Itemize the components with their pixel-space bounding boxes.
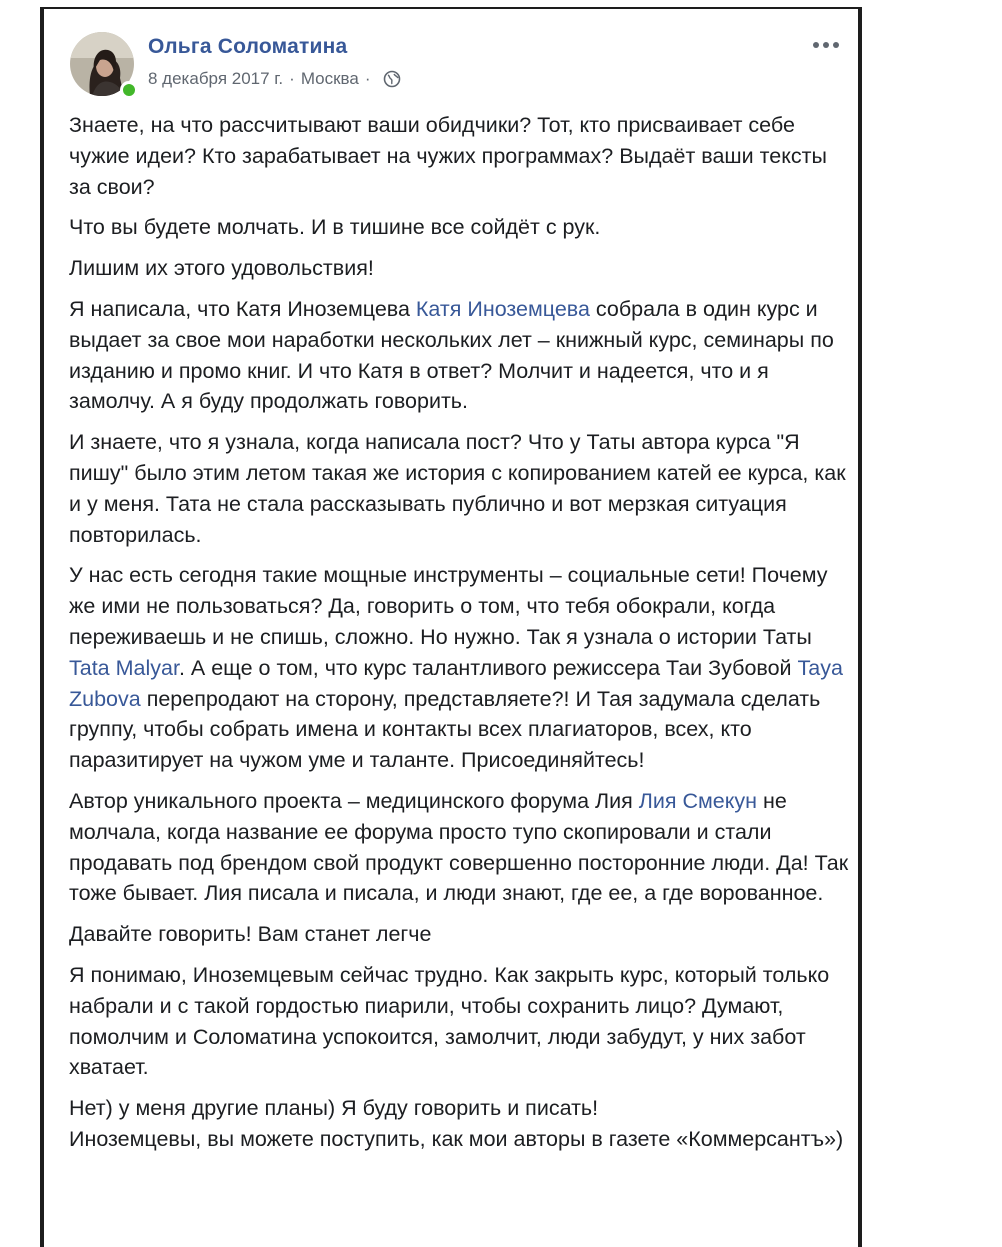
more-options-icon[interactable]	[806, 35, 846, 55]
post-location[interactable]: Москва	[300, 69, 359, 88]
post-paragraph: Что вы будете молчать. И в тишине все сойдёт с рук.	[69, 215, 601, 240]
post-paragraph: Автор уникального проекта – медицинского форума Лия Лия Смекун не молчала, когда название ее форума просто тупо скопировали и стали продавать под брендом свой продукт совершенно посторонние люди. Да! Так тоже бывает. Лия писала и писала, и люди знают, где ее, а где ворованное.	[69, 788, 849, 906]
online-status-indicator	[120, 81, 138, 99]
post-date[interactable]: 8 декабря 2017 г.	[148, 69, 284, 88]
globe-icon[interactable]	[383, 70, 401, 88]
mention-link-tata[interactable]: Tata Malyar	[69, 655, 179, 680]
post-paragraph: Нет) у меня другие планы) Я буду говорить и писать! Иноземцевы, вы можете поступить, как мои авторы в газете «Коммерсантъ»)	[69, 1096, 844, 1151]
post-paragraph: И знаете, что я узнала, когда написала пост? Что у Таты автора курса "Я пишу" было этим летом такая же история с копированием катей ее курса, как и у меня. Тата не стала рассказывать публично и вот мерзкая ситуация повторилась.	[69, 430, 846, 547]
avatar[interactable]	[70, 32, 134, 96]
post-paragraph: Я написала, что Катя Иноземцева Катя Иноземцева собрала в один курс и выдает за свое мои наработки нескольких лет – книжный курс, семинары по изданию и промо книг. И что Катя в ответ? Молчит и надеется, что и я замолчу. А я буду продолжать говорить.	[69, 296, 834, 414]
author-name[interactable]: Ольга Соломатина	[148, 35, 348, 58]
post-paragraph: Я понимаю, Иноземцевым сейчас трудно. Как закрыть курс, который только набрали и с такой гордостью пиарили, чтобы сохранить лицо? Думают, помолчим и Соломатина успокоится, замолчит, люди забудут, у них забот хватает.	[69, 962, 830, 1080]
post-paragraph: Лишим их этого удовольствия!	[69, 256, 374, 281]
meta-separator: ·	[289, 69, 295, 88]
mention-link-taya[interactable]: Taya Zubova	[69, 655, 843, 711]
meta-separator: ·	[364, 69, 371, 88]
post-paragraph: Давайте говорить! Вам станет легче	[69, 922, 432, 947]
post-paragraph: Знаете, на что рассчитывают ваши обидчики? Тот, кто присваивает себе чужие идеи? Кто зарабатывает на чужих программах? Выдаёт ваши тексты за свои?	[69, 113, 827, 199]
post-body	[69, 110, 849, 1165]
mention-link-liya[interactable]: Лия Смекун	[638, 788, 758, 813]
post-paragraph: У нас есть сегодня такие мощные инструменты – социальные сети! Почему же ими не пользоваться? Да, говорить о том, что тебя обокрали, когда переживаешь и не спишь, сложно. Но нужно. Так я узнала о истории Таты Tata Malyar. А еще о том, что курс талантливого режиссера Таи Зубовой Taya Zubova перепродают на сторону, представляете?! И Тая задумала сделать группу, чтобы собрать имена и контакты всех плагиаторов, всех, кто паразитирует на чужом уме и таланте. Присоединяйтесь!	[69, 563, 843, 773]
post-meta	[148, 69, 401, 89]
mention-link-katya[interactable]: Катя Иноземцева	[415, 296, 590, 321]
post-card	[44, 9, 858, 1247]
